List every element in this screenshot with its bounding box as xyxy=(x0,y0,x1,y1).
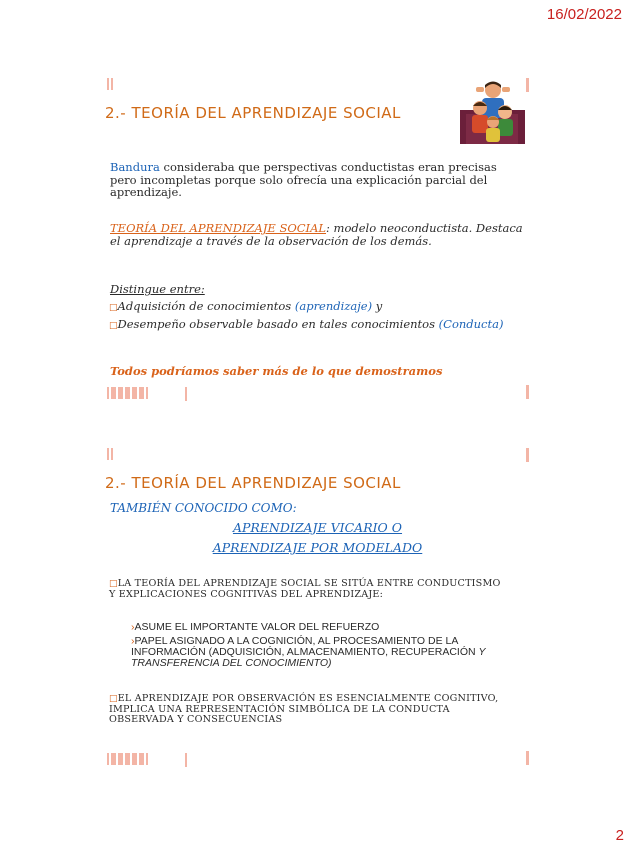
bullet-text: EL APRENDIZAJE POR OBSERVACIÓN ES ESENCIALMENTE COGNITIVO, IMPLICA UNA REPRESENTACIÓN SIMBÓLICA DE LA CONDUCTA OBSERVADA Y CONSECUENCIAS xyxy=(109,693,499,725)
closing-statement: Todos podríamos saber más de lo que demostramos xyxy=(110,364,443,378)
distinguish-heading: Distingue entre: xyxy=(110,282,205,296)
list-item-text: y xyxy=(372,299,383,313)
sub-bullet xyxy=(131,622,521,633)
list-item xyxy=(109,300,527,315)
date: 16/02/2022 xyxy=(546,6,622,23)
sub-bullet-text: PAPEL ASIGNADO A LA COGNICIÓN, AL PROCESAMIENTO DE LA INFORMACIÓN (ADQUISICIÓN, ALMACENAMIENTO, RECUPERACIÓN xyxy=(131,635,479,658)
list-item-text: Adquisición de conocimientos xyxy=(117,299,295,313)
paragraph-bandura xyxy=(110,161,525,199)
slide-1 xyxy=(105,78,530,400)
slide-decoration-top xyxy=(107,448,113,460)
slide-decoration-bottom-mark xyxy=(185,387,187,401)
small-square-bullet-icon: □ xyxy=(109,303,118,313)
small-square-bullet-icon: □ xyxy=(109,321,118,331)
alt-name-vicarious: APRENDIZAJE VICARIO O xyxy=(232,520,403,535)
slide-decoration-bottom-right xyxy=(526,751,529,765)
bullet-text: LA TEORÍA DEL APRENDIZAJE SOCIAL SE SITÚA ENTRE CONDUCTISMO Y EXPLICACIONES COGNITIVAS DEL APRENDIZAJE: xyxy=(109,578,501,600)
slide-title: 2.- TEORÍA DEL APRENDIZAJE SOCIAL xyxy=(105,104,401,122)
arrow-bullet-icon: › xyxy=(131,635,135,647)
slide-decoration-top-right xyxy=(526,448,529,462)
paragraph-definition xyxy=(110,222,525,247)
alt-name-modeling: APRENDIZAJE POR MODELADO xyxy=(212,540,423,555)
author-name: Bandura xyxy=(110,160,160,174)
page-number: 2 xyxy=(615,827,624,844)
slide-decoration-bottom xyxy=(107,387,148,399)
list-item xyxy=(109,318,527,333)
slide-decoration-top xyxy=(107,78,113,90)
slide-decoration-bottom-mark xyxy=(185,753,187,767)
people-covering-eyes-ears-mouth-icon xyxy=(460,80,525,144)
sub-bullet-text-italic: Y TRANSFERENCIA DEL CONOCIMIENTO) xyxy=(131,646,486,669)
list-item-highlight: (aprendizaje) xyxy=(294,299,373,313)
sub-bullet xyxy=(131,636,521,669)
list-item-text: Desempeño observable basado en tales conocimientos xyxy=(117,317,439,331)
slide-decoration-bottom-right xyxy=(526,385,529,399)
also-known-as-heading: TAMBIÉN CONOCIDO COMO: xyxy=(110,501,297,515)
slide-title: 2.- TEORÍA DEL APRENDIZAJE SOCIAL xyxy=(105,474,401,492)
small-square-bullet-icon: □ xyxy=(109,579,118,589)
slide-decoration-top-right xyxy=(526,78,529,92)
list-item-highlight: (Conducta) xyxy=(438,317,504,331)
bullet-point xyxy=(109,694,514,726)
definition-text: : modelo neoconductista. Destaca el aprendizaje a través de la observación de los demás. xyxy=(110,221,523,248)
paragraph-text: consideraba que perspectivas conductistas eran precisas pero incompletas porque solo ofrecía una explicación parcial del aprendizaje. xyxy=(110,160,497,199)
sub-bullet-text: ASUME EL IMPORTANTE VALOR DEL REFUERZO xyxy=(134,621,380,633)
slide-decoration-bottom xyxy=(107,753,148,765)
slide-2 xyxy=(105,448,530,770)
small-square-bullet-icon: □ xyxy=(109,694,118,704)
arrow-bullet-icon: › xyxy=(131,621,135,633)
theory-term: TEORÍA DEL APRENDIZAJE SOCIAL xyxy=(110,221,327,235)
bullet-point xyxy=(109,579,509,600)
